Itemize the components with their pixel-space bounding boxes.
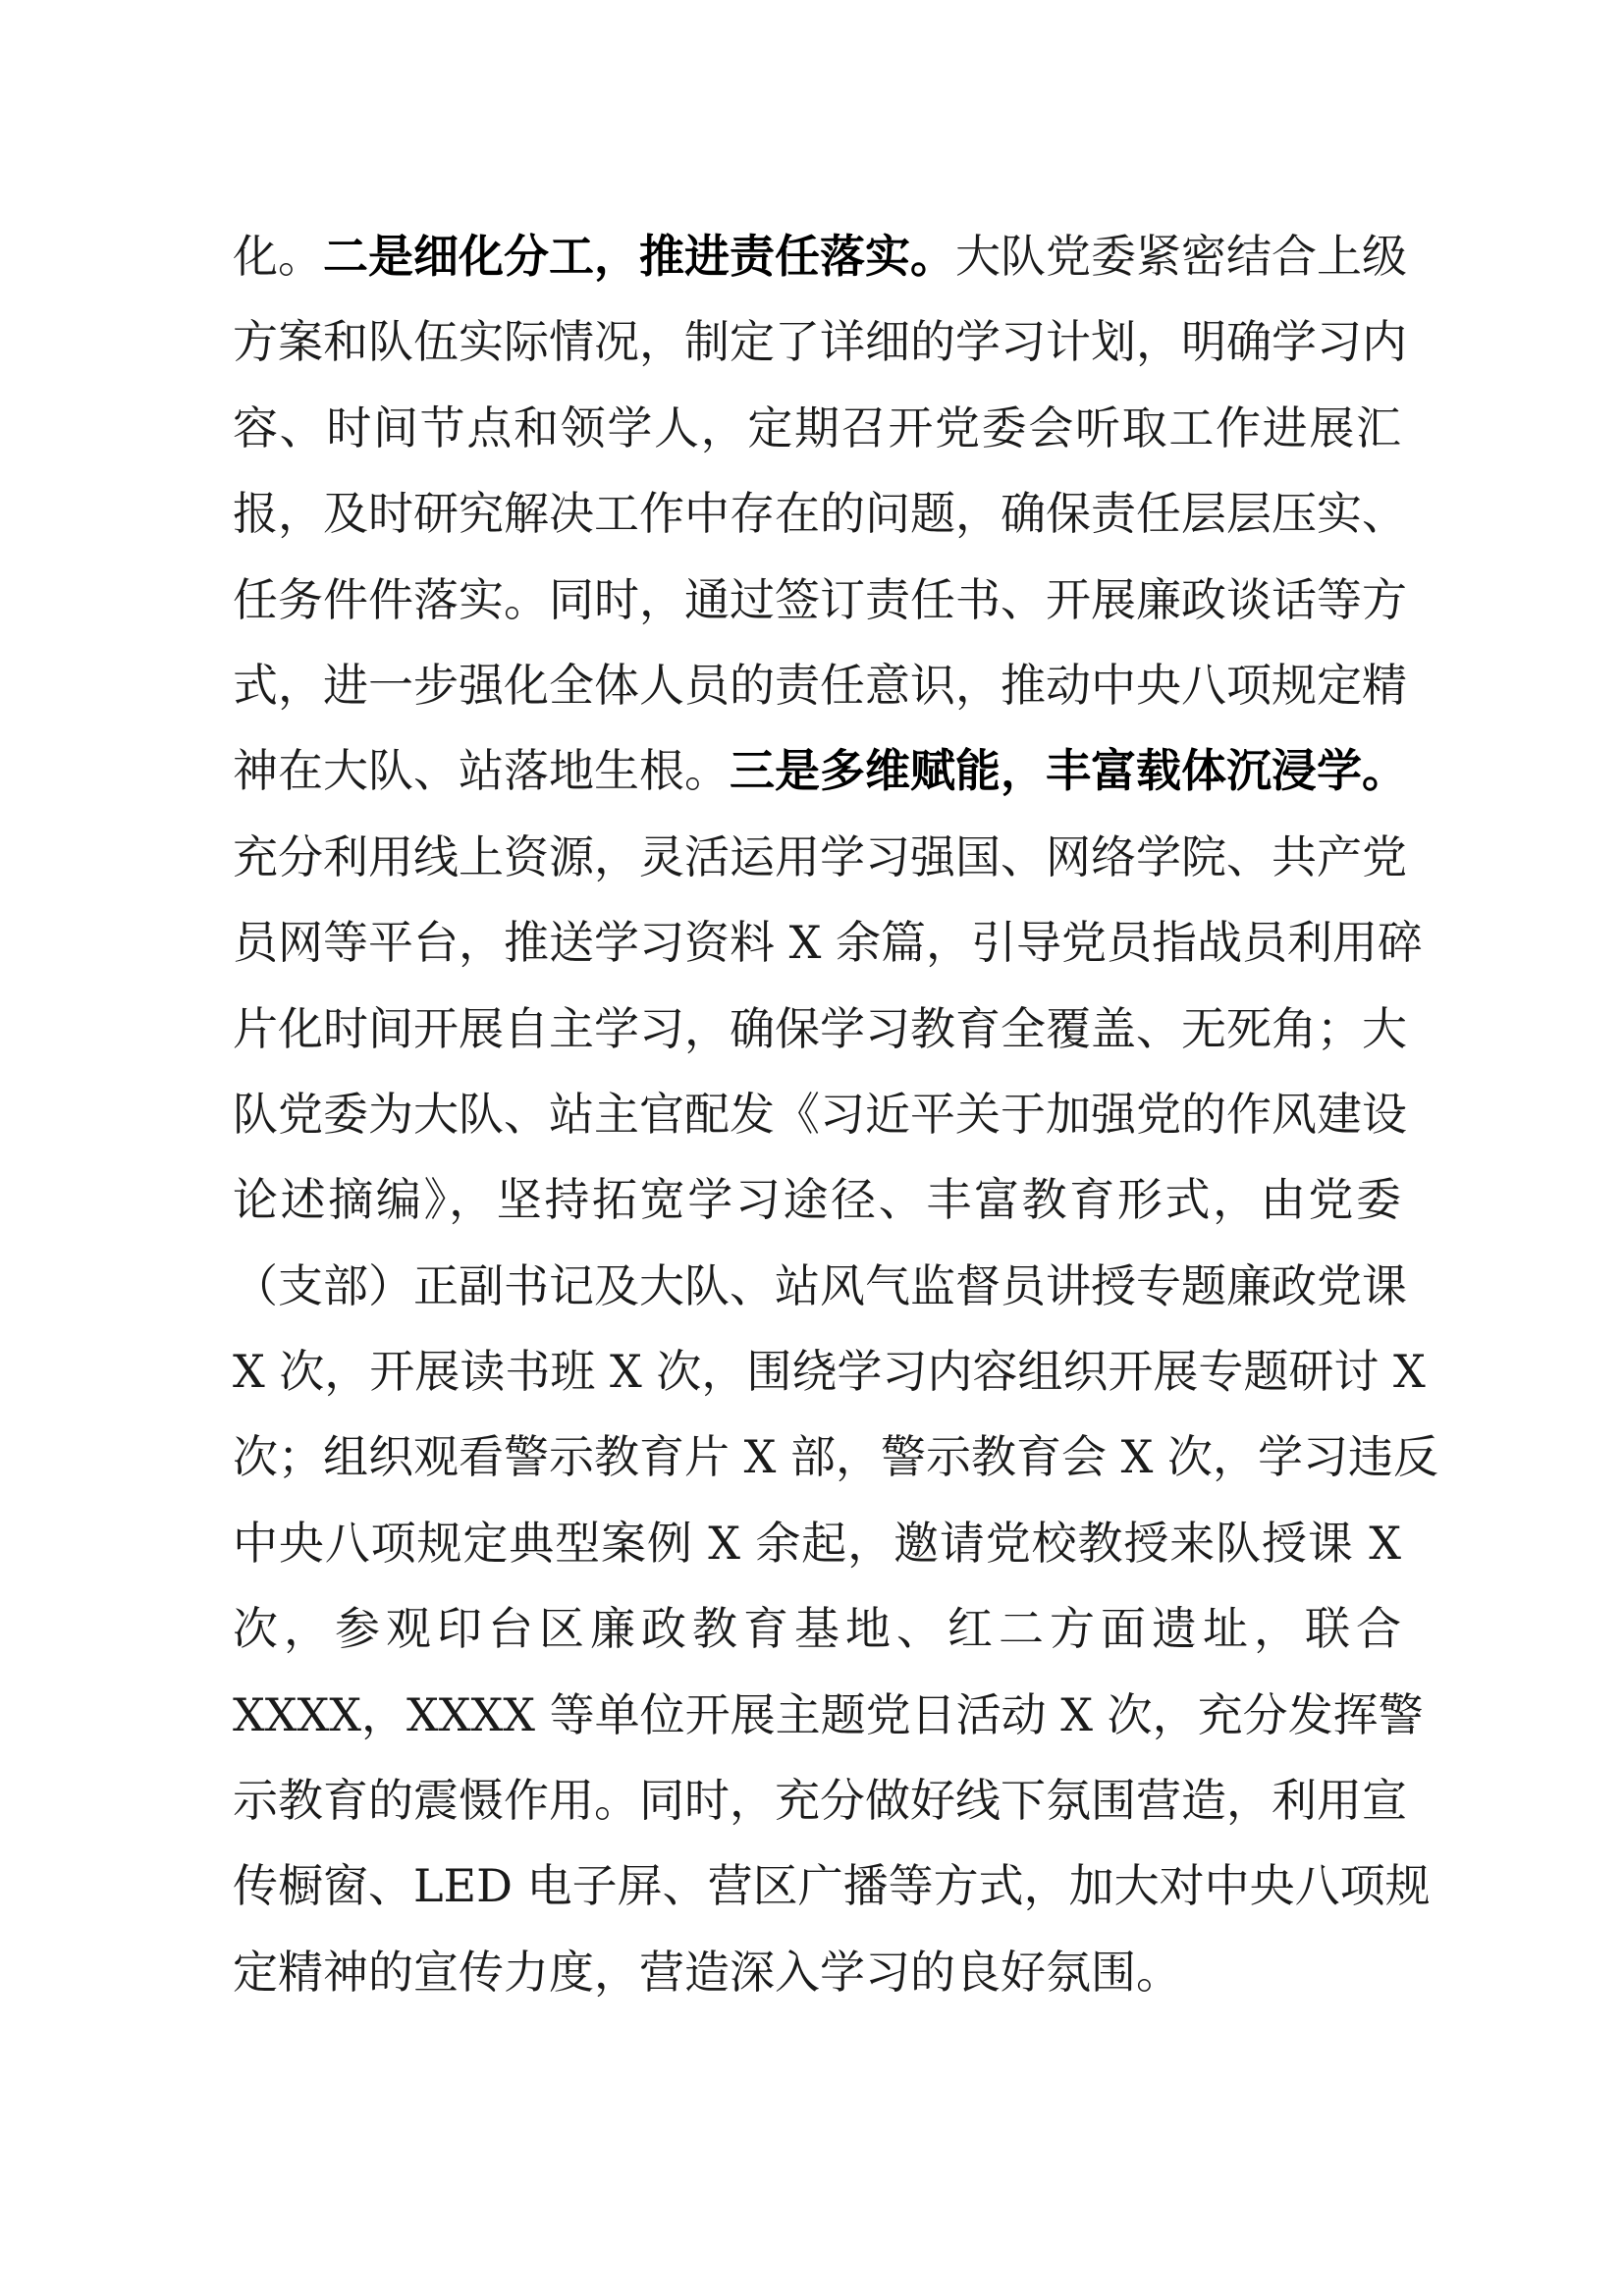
text-line (233, 1758, 1407, 1843)
text-line (233, 471, 1407, 557)
body-text: 定精神的宣传力度，营造深入学习的良好氛围。 (233, 1945, 1181, 1999)
body-text: （支部）正副书记及大队、站风气监督员讲授专题廉政党课 (233, 1258, 1407, 1312)
text-line (233, 1586, 1401, 1672)
bold-heading-text: 二是细化分工，推进责任落实。 (323, 230, 955, 283)
body-text: 员网等平台，推送学习资料 X 余篇，引导党员指战员利用碎 (233, 916, 1423, 970)
text-line (233, 728, 1407, 814)
text-line (233, 386, 1401, 471)
text-line (233, 1157, 1401, 1243)
body-text: 任务件件落实。同时，通过签订责任书、开展廉政谈话等方 (233, 572, 1407, 626)
body-text: 神在大队、站落地生根。 (233, 744, 730, 798)
text-line (233, 1329, 1426, 1415)
body-text: 次，参观印台区廉政教育基地、红二方面遗址，联合 (233, 1602, 1401, 1656)
body-text: 容、时间节点和领学人，定期召开党委会听取工作进展汇 (233, 400, 1401, 454)
body-text: 化。 (233, 230, 323, 283)
text-line (233, 1673, 1424, 1758)
body-text: 中央八项规定典型案例 X 余起，邀请党校教授来队授课 X (233, 1516, 1401, 1570)
text-line (233, 1843, 1431, 1929)
text-line (233, 1501, 1401, 1586)
bold-heading-text: 三是多维赋能，丰富载体沉浸学。 (730, 744, 1407, 798)
body-text: 传橱窗、LED 电子屏、营区广播等方式，加大对中央八项规 (233, 1859, 1431, 1913)
body-text: 式，进一步强化全体人员的责任意识，推动中央八项规定精 (233, 658, 1407, 712)
body-text: 次；组织观看警示教育片 X 部，警示教育会 X 次，学习违反 (233, 1430, 1438, 1484)
text-line (233, 900, 1423, 986)
text-line (233, 214, 1407, 299)
body-text: XXXX，XXXX 等单位开展主题党日活动 X 次，充分发挥警 (233, 1687, 1424, 1741)
body-text: 方案和队伍实际情况，制定了详细的学习计划，明确学习内 (233, 315, 1407, 369)
body-text: X 次，开展读书班 X 次，围绕学习内容组织开展专题研讨 X (233, 1345, 1426, 1399)
text-line (233, 299, 1407, 385)
body-paragraph (233, 214, 1438, 2015)
body-text: 队党委为大队、站主官配发《习近平关于加强党的作风建设 (233, 1087, 1407, 1141)
body-text: 论述摘编》，坚持拓宽学习途径、丰富教育形式，由党委 (233, 1173, 1401, 1227)
text-line (233, 1244, 1407, 1329)
body-text: 报，及时研究解决工作中存在的问题，确保责任层层压实、 (233, 487, 1407, 541)
body-text: 大队党委紧密结合上级 (955, 230, 1407, 283)
text-line (233, 1415, 1438, 1500)
text-line (233, 815, 1407, 900)
text-line (233, 1930, 1401, 2015)
text-line (233, 558, 1407, 643)
body-text: 示教育的震慑作用。同时，充分做好线下氛围营造，利用宣 (233, 1774, 1407, 1828)
body-text: 充分利用线上资源，灵活运用学习强国、网络学院、共产党 (233, 829, 1407, 883)
text-line (233, 987, 1407, 1072)
body-text: 片化时间开展自主学习，确保学习教育全覆盖、无死角；大 (233, 1001, 1407, 1055)
text-line (233, 643, 1407, 728)
text-line (233, 1072, 1407, 1157)
